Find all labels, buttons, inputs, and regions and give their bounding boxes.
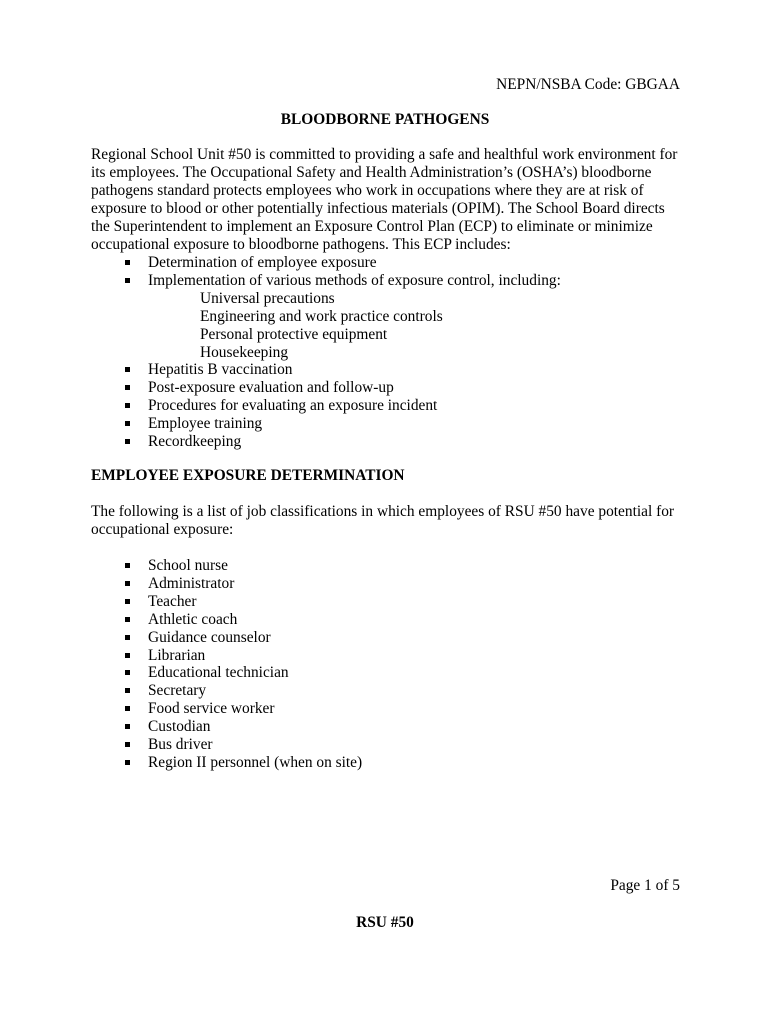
bullet-icon [125,653,130,658]
list-item-label: Librarian [148,646,206,664]
bullet-icon [125,563,130,568]
list-item [122,557,362,575]
bullet-icon [125,760,130,765]
control-methods-list [148,290,561,362]
list-item-label: Food service worker [148,700,275,718]
list-item-label: Procedures for evaluating an exposure incident [148,397,438,415]
list-item [122,754,362,772]
bullet-icon [125,439,130,444]
list-item-label: Custodian [148,718,211,736]
list-item-label: Teacher [148,592,197,610]
footer-org: RSU #50 [356,914,414,931]
list-item-label: Implementation of various methods of exposure control, including: [148,271,561,289]
bullet-icon [125,670,130,675]
bullet-icon [125,599,130,604]
list-item-label: Determination of employee exposure [148,254,377,271]
ecp-list [122,254,561,451]
bullet-icon [125,742,130,747]
bullet-icon [125,617,130,622]
list-item-label: Employee training [148,415,263,433]
list-item [122,700,362,718]
bullet-icon [125,706,130,711]
bullet-icon [125,367,130,372]
list-item-label: Administrator [148,574,235,592]
list-item-label: Guidance counselor [148,628,271,646]
list-item [122,397,561,415]
intro-paragraph: Regional School Unit #50 is committed to providing a safe and healthful work environment for its employees. The Occupational Safety and Health Administration’s (OSHA’s) bloodborne pathogens standard protects employees who work in occupations where they are at risk of exposure to blood or other potentially infectious materials (OPIM). The School Board directs the Superintendent to implement an Exposure Control Plan (ECP) to eliminate or minimize occupational exposure to bloodborne pathogens. This ECP includes: [91,146,678,253]
sub-list-item: Housekeeping [200,343,289,361]
section-heading: EMPLOYEE EXPOSURE DETERMINATION [91,467,405,484]
list-item-label: Secretary [148,682,207,700]
list-item [122,433,561,451]
exposure-paragraph: The following is a list of job classifications in which employees of RSU #50 have potential for occupational exposure: [91,503,675,538]
list-item [122,718,362,736]
sub-list-item: Engineering and work practice controls [200,307,443,325]
list-item-label: Region II personnel (when on site) [148,753,363,771]
job-classification-list [122,557,362,772]
bullet-icon [125,421,130,426]
sub-list-item: Personal protective equipment [200,325,388,343]
list-item [122,254,561,272]
list-item [122,593,362,611]
list-item-label: Bus driver [148,736,213,754]
bullet-icon [125,581,130,586]
list-item [122,647,362,665]
list-item [122,415,561,433]
bullet-icon [125,403,130,408]
bullet-icon [125,278,130,283]
list-item [122,611,362,629]
bullet-icon [125,635,130,640]
bullet-icon [125,688,130,693]
list-item [122,664,362,682]
list-item-label: Educational technician [148,664,289,682]
list-item [122,379,561,397]
bullet-icon [125,260,130,265]
list-item [122,736,362,754]
sub-list-item: Universal precautions [200,289,335,307]
list-item-label: Post-exposure evaluation and follow-up [148,379,394,397]
page-title: BLOODBORNE PATHOGENS [280,111,490,128]
page-number: Page 1 of 5 [610,877,680,894]
list-item [122,575,362,593]
policy-code: NEPN/NSBA Code: GBGAA [496,76,680,93]
list-item-label: Hepatitis B vaccination [148,361,293,379]
list-item-label: School nurse [148,557,228,574]
list-item-label: Recordkeeping [148,433,242,451]
list-item [122,629,362,647]
list-item [122,361,561,379]
bullet-icon [125,385,130,390]
list-item [122,682,362,700]
list-item [122,272,561,362]
bullet-icon [125,724,130,729]
list-item-label: Athletic coach [148,610,238,628]
